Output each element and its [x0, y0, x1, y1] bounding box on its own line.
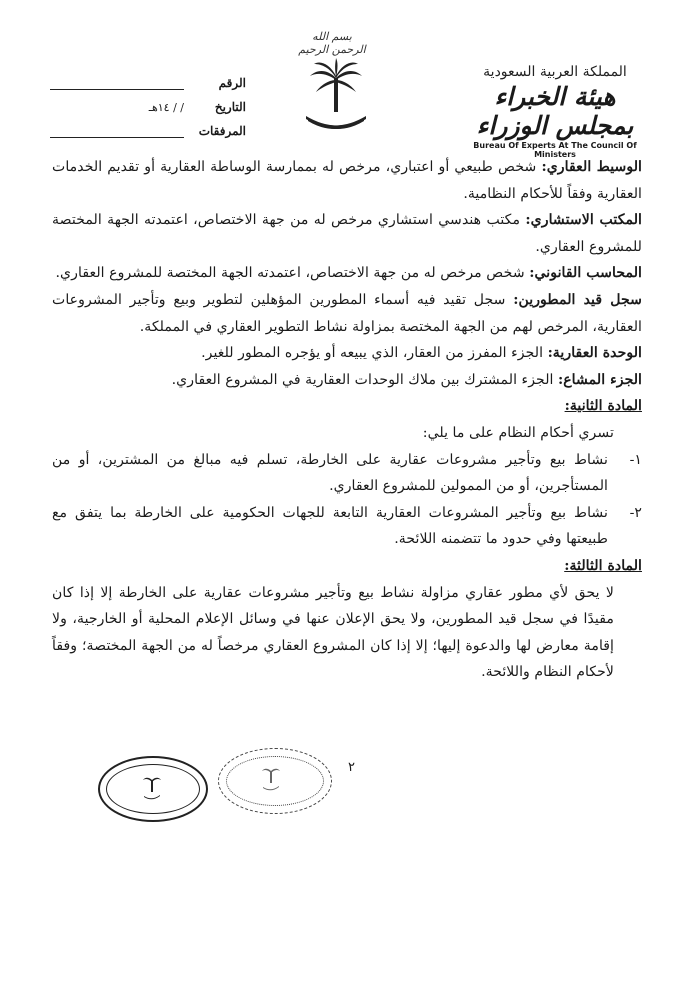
list-item: [52, 500, 642, 553]
list-item-text: نشاط بيع وتأجير المشروعات العقارية التابعة للجهات الحكومية على الخارطة بما يتفق مع طبيعتها وفي حدود ما تتضمنه اللائحة.: [52, 504, 608, 548]
definition-term: الجزء المشاع:: [557, 371, 642, 388]
definition-paragraph: [52, 367, 642, 394]
definition-paragraph: [52, 287, 642, 340]
date-value: / / ١٤هـ: [148, 101, 184, 114]
article-3-text: لا يحق لأي مطور عقاري مزاولة نشاط بيع وتأجير مشروعات عقارية على الخارطة إلا إذا كان مقيدًا في سجل قيد المطورين، ولا يحق الإعلان عنها في وسائل الإعلام المحلية أو الخارجية، ولا إقامة معارض لها والدعوة إليها؛ إلا إذا كان المشروع العقاري مرخصاً له من الجهة المختصة؛ وفقاً لأحكام النظام واللائحة.: [52, 584, 614, 681]
definition-term: المحاسب القانوني:: [529, 265, 642, 282]
attachments-label: المرفقات: [198, 124, 246, 138]
bureau-name-arabic: هيئة الخبراء بمجلس الوزراء: [476, 82, 634, 140]
list-item-text: نشاط بيع وتأجير مشروعات عقارية على الخارطة، تسلم فيه مبالغ من المشترين، أو من المستأجرين، أو من الممولين للمشروع العقاري.: [52, 451, 608, 495]
definition-text: مكتب هندسي استشاري مرخص له من جهة الاختصاص، اعتمدته الجهة المختصة للمشروع العقاري.: [52, 212, 642, 255]
stamp-emblem-icon: [142, 774, 162, 802]
definition-text: الجزء المفرز من العقار، الذي يبيعه أو يؤجره المطور للغير.: [201, 345, 548, 362]
definition-text: سجل تقيد فيه أسماء المطورين المؤهلين لتطوير وبيع وتأجير المشروعات العقارية، المرخص لهم من الجهة المختصة بمزاولة نشاط التطوير العقاري في المملكة.: [52, 291, 642, 335]
document-body: [52, 154, 642, 686]
list-item: [52, 447, 642, 500]
basmala: بسم الله الرحمن الرحيم: [298, 30, 366, 56]
letterhead: [460, 64, 650, 159]
definition-text: شخص مرخص له من جهة الاختصاص، اعتمدته الجهة المختصة للمشروع العقاري.: [55, 265, 530, 282]
definition-term: الوسيط العقاري:: [541, 159, 642, 175]
bureau-name-english: Bureau Of Experts At The Council Of Ministers: [473, 141, 637, 159]
definition-text: شخص طبيعي أو اعتباري، مرخص له بممارسة الوساطة العقارية أو تقديم الخدمات العقارية وفقاً للأحكام النظامية.: [52, 159, 642, 202]
article-3-title: المادة الثالثة:: [564, 557, 642, 574]
list-item-number: ١-: [629, 451, 642, 468]
article-2-title: المادة الثانية:: [564, 398, 642, 415]
definition-paragraph: [52, 154, 642, 207]
attachments-line: [50, 123, 184, 138]
definition-paragraph: [52, 340, 642, 367]
definition-paragraph: [52, 207, 642, 260]
definition-paragraph: [52, 260, 642, 287]
saudi-emblem-icon: [300, 56, 372, 140]
article-2-intro: تسري أحكام النظام على ما يلي:: [422, 424, 614, 441]
reference-label: الرقم: [218, 76, 246, 90]
kingdom-name: المملكة العربية السعودية: [483, 64, 627, 80]
reference-number-row: [46, 66, 246, 90]
definition-term: الوحدة العقارية:: [547, 345, 642, 362]
reference-line: [50, 75, 184, 90]
date-label: التاريخ: [214, 100, 246, 114]
date-row: [46, 90, 246, 114]
definition-text: الجزء المشترك بين ملاك الوحدات العقارية في المشروع العقاري.: [171, 371, 558, 388]
reference-block: [46, 66, 246, 138]
list-item-number: ٢-: [629, 504, 642, 521]
seal-emblem-icon: [261, 765, 281, 793]
embossed-seal: [218, 748, 332, 814]
definition-term: المكتب الاستشاري:: [525, 212, 643, 229]
attachments-row: [46, 114, 246, 138]
official-stamp: [98, 756, 208, 822]
page-number: ٢: [348, 760, 355, 775]
definition-term: سجل قيد المطورين:: [513, 291, 642, 308]
